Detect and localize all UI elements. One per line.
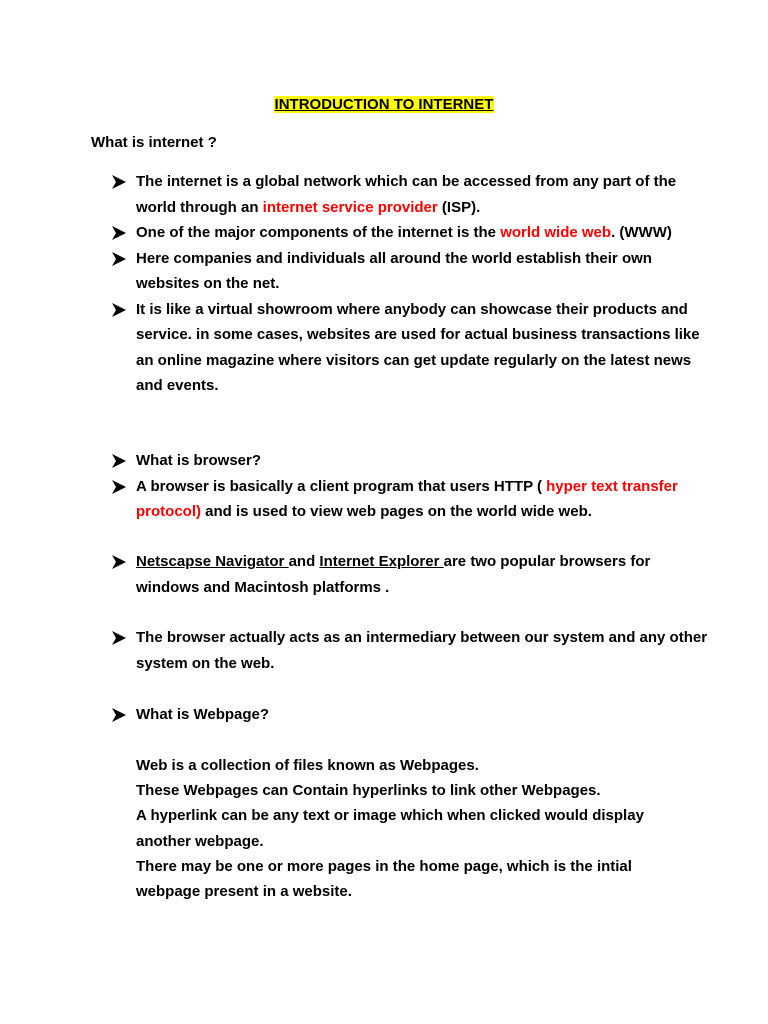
item-text: and: [288, 553, 320, 570]
item-text: One of the major components of the internet is the: [136, 224, 501, 241]
document-title: [0, 94, 768, 116]
list-item: [112, 246, 712, 297]
arrowhead-bullet-icon: [112, 252, 126, 266]
list-item: [112, 549, 712, 600]
highlighted-term: world wide web: [500, 224, 612, 241]
item-text: are two popular browsers for windows and Macintosh platforms .: [136, 553, 651, 596]
browser-name-netscape: Netscapse Navigator: [136, 553, 289, 570]
list-item: [112, 169, 712, 220]
list-item: [112, 220, 712, 246]
bullet-list-5: [112, 702, 712, 728]
list-item: [112, 625, 712, 676]
item-text: The internet is a global network which can be accessed from any part of the world through an: [136, 173, 677, 216]
item-text: (ISP).: [437, 198, 481, 216]
arrowhead-bullet-icon: [112, 226, 126, 240]
highlighted-term: internet service provider: [262, 198, 438, 216]
list-item: [112, 297, 712, 399]
section-question: What is internet ?: [91, 134, 217, 151]
bullet-list-3: [112, 549, 712, 600]
item-text: What is browser?: [136, 452, 262, 469]
highlighted-term: hyper text transfer protocol): [136, 477, 678, 520]
paragraph-line: There may be one or more pages in the home page, which is the intial webpage present in a website.: [136, 857, 632, 901]
arrowhead-bullet-icon: [112, 175, 126, 189]
item-text: . (WWW): [611, 224, 672, 241]
paragraph-line: Web is a collection of files known as Webpages.: [136, 757, 479, 774]
paragraph-line: A hyperlink can be any text or image which when clicked would display another webpage.: [136, 807, 644, 850]
bullet-list-2: [112, 448, 712, 525]
list-item: [112, 448, 712, 474]
arrowhead-bullet-icon: [112, 555, 126, 569]
document-title-text: INTRODUCTION TO INTERNET: [274, 96, 494, 113]
bullet-list-1: [112, 169, 712, 399]
arrowhead-bullet-icon: [112, 708, 126, 722]
browser-name-ie: Internet Explorer: [319, 553, 444, 570]
item-text: A browser is basically a client program that users HTTP (: [136, 477, 547, 495]
arrowhead-bullet-icon: [112, 303, 126, 317]
list-item: [112, 702, 712, 728]
list-item: [112, 474, 712, 525]
arrowhead-bullet-icon: [112, 454, 126, 468]
item-text: It is like a virtual showroom where anybody can showcase their products and service. in some cases, websites are used for actual business transactions like an online magazine where visitors can get update regularly on the latest news and events.: [136, 300, 700, 394]
arrowhead-bullet-icon: [112, 631, 126, 645]
item-text: Here companies and individuals all around the world establish their own websites on the net.: [136, 249, 652, 292]
item-text: What is Webpage?: [136, 706, 270, 723]
paragraph-line: These Webpages can Contain hyperlinks to link other Webpages.: [136, 782, 601, 800]
bullet-list-4: [112, 625, 712, 676]
webpage-paragraph: [136, 753, 696, 904]
arrowhead-bullet-icon: [112, 480, 126, 494]
item-text: and is used to view web pages on the world wide web.: [201, 503, 592, 520]
item-text: The browser actually acts as an intermediary between our system and any other system on the web.: [136, 629, 708, 672]
